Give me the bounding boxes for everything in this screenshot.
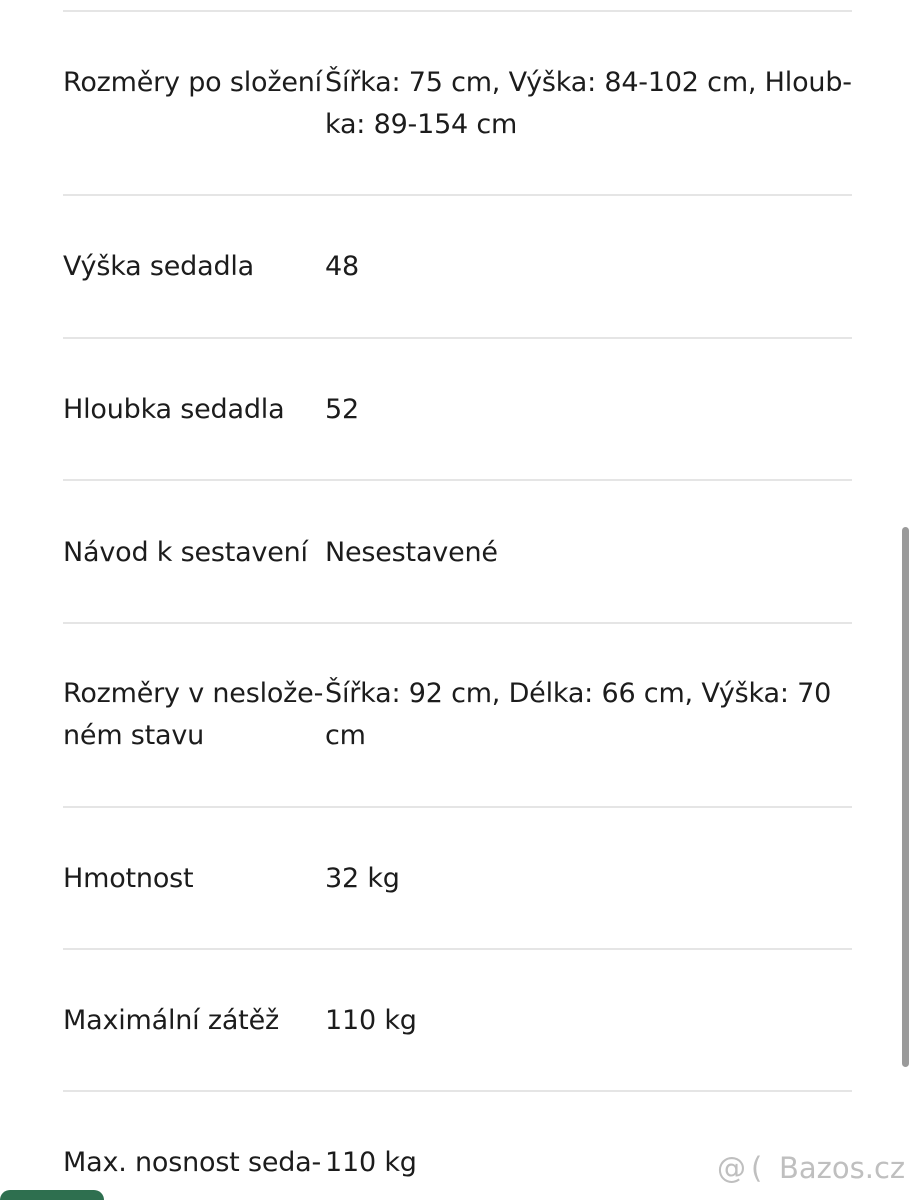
spec-label: Rozměry po složení — [63, 67, 322, 98]
row-divider — [63, 194, 852, 196]
row-divider — [63, 337, 852, 339]
spec-value: Šířka: 92 cm, Délka: 66 cm, Výška: 70 — [325, 678, 832, 709]
row-divider — [63, 10, 852, 12]
spec-label: Maximální zátěž — [63, 1005, 279, 1036]
spec-label: Hloubka sedadla — [63, 394, 285, 425]
spec-value: Šířka: 75 cm, Výška: 84-102 cm, Hloub- — [325, 67, 852, 98]
spec-label: Rozměry v neslože- — [63, 678, 324, 709]
spec-value: Nesestavené — [325, 537, 498, 568]
spec-value: 52 — [325, 394, 359, 425]
row-divider — [63, 479, 852, 481]
spec-value: ka: 89-154 cm — [325, 109, 518, 140]
row-divider — [63, 622, 852, 624]
spec-label: Výška sedadla — [63, 251, 255, 282]
watermark-at-icon: @ — [717, 1151, 746, 1185]
spec-value: 110 kg — [325, 1005, 417, 1036]
scrollbar-thumb[interactable] — [902, 527, 909, 1067]
spec-label: ném stavu — [63, 720, 205, 751]
row-divider — [63, 1090, 852, 1092]
spec-value: 48 — [325, 251, 359, 282]
row-divider — [63, 948, 852, 950]
spec-label: Max. nosnost seda- — [63, 1147, 322, 1178]
spec-label: Návod k sestavení — [63, 537, 308, 568]
spec-value: 32 kg — [325, 863, 400, 894]
spec-value: cm — [325, 720, 366, 751]
watermark-text: Bazos.cz — [779, 1151, 906, 1185]
row-divider — [63, 806, 852, 808]
bazos-watermark — [717, 1146, 907, 1190]
watermark-paren-icon: ( — [751, 1151, 763, 1185]
spec-label: Hmotnost — [63, 863, 194, 894]
avatar-partial — [0, 1190, 104, 1200]
spec-value: 110 kg — [325, 1147, 417, 1178]
